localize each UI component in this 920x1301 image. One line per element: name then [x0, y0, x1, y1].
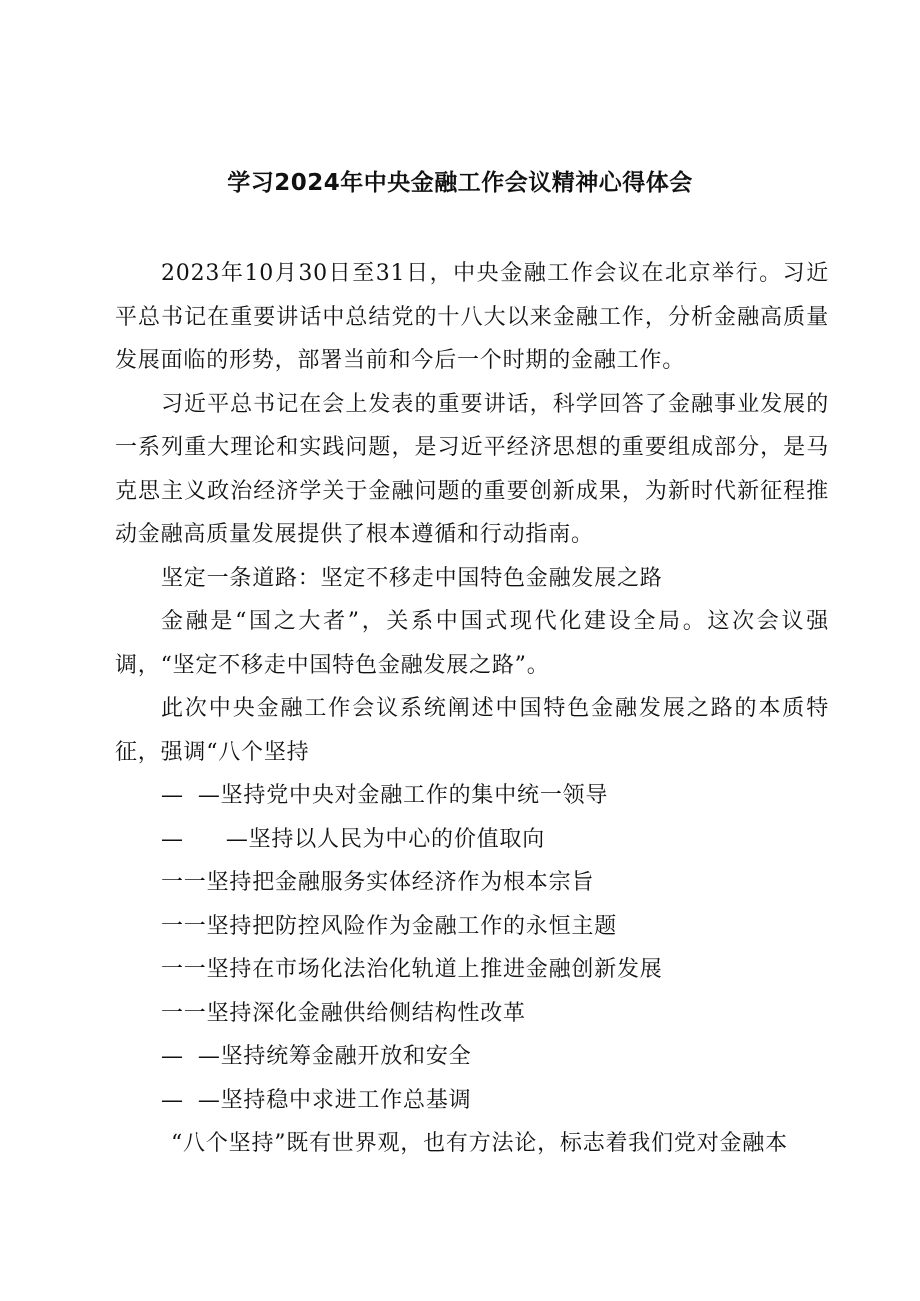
list-item-text: 坚持以人民为中心的价值取向	[248, 826, 546, 852]
list-item-text: 坚持把金融服务实体经济作为根本宗旨	[206, 870, 595, 895]
list-dash: —	[161, 826, 184, 852]
section-heading: 坚定一条道路：坚定不移走中国特色金融发展之路	[161, 565, 663, 591]
list-dash: —	[161, 783, 184, 808]
principles-list	[115, 774, 829, 1122]
list-item	[115, 992, 829, 1036]
list-item	[115, 1079, 829, 1123]
list-item-text: 坚持党中央对金融工作的集中统一领导	[220, 783, 609, 808]
list-dash: —	[197, 1044, 221, 1069]
list-item-text: 坚持统筹金融开放和安全	[220, 1044, 472, 1069]
list-item	[115, 948, 829, 992]
document-title: 学习2024年中央金融工作会议精神心得体会	[227, 170, 693, 196]
list-item	[115, 1035, 829, 1079]
list-item-text: 坚持深化金融供给侧结构性改革	[206, 1000, 526, 1026]
list-dash: —	[225, 826, 249, 852]
paragraph-4: 此次中央金融工作会议系统阐述中国特色金融发展之路的本质特征，强调“八个坚持	[115, 696, 829, 765]
list-dash: 一一	[161, 957, 207, 982]
list-item	[115, 905, 829, 949]
list-dash: —	[161, 1044, 184, 1069]
list-item	[115, 774, 829, 818]
paragraph-3: 金融是“国之大者”，关系中国式现代化建设全局。这次会议强调，“坚定不移走中国特色金融发展之路”。	[115, 609, 829, 678]
paragraph-2: 习近平总书记在会上发表的重要讲话，科学回答了金融事业发展的一系列重大理论和实践问题，是习近平经济思想的重要组成部分，是马克思主义政治经济学关于金融问题的重要创新成果，为新时代新征程推动金融高质量发展提供了根本遵循和行动指南。	[115, 391, 829, 547]
list-item	[115, 861, 829, 905]
list-dash: —	[161, 1087, 184, 1113]
paragraph-1: 2023年10月30日至31日，中央金融工作会议在北京举行。习近平总书记在重要讲话中总结党的十八大以来金融工作，分析金融高质量发展面临的形势，部署当前和今后一个时期的金融工作。	[115, 261, 829, 373]
list-item-text: 坚持把防控风险作为金融工作的永恒主题	[206, 913, 618, 939]
list-dash: —	[197, 783, 221, 808]
document-body	[115, 252, 829, 1166]
paragraph-closing: “八个坚持”既有世界观，也有方法论，标志着我们党对金融本	[171, 1131, 788, 1156]
list-dash: 一一	[161, 870, 207, 895]
list-item-text: 坚持稳中求进工作总基调	[220, 1087, 472, 1113]
list-item-text: 坚持在市场化法治化轨道上推进金融创新发展	[206, 957, 663, 982]
list-item	[115, 818, 829, 862]
list-dash: 一一	[161, 1000, 207, 1026]
list-dash: —	[197, 1087, 221, 1113]
list-dash: 一一	[161, 913, 207, 939]
